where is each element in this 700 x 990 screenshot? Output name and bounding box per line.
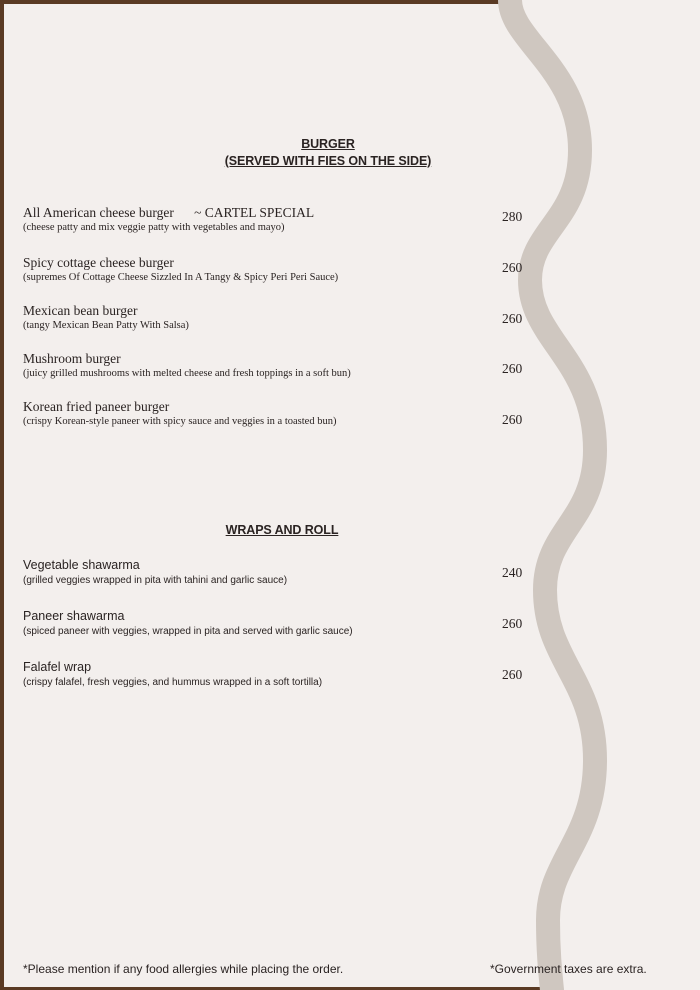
menu-item xyxy=(23,302,493,333)
item-name-line xyxy=(23,204,493,221)
tax-note: *Government taxes are extra. xyxy=(490,962,647,976)
allergy-note: *Please mention if any food allergies while placing the order. xyxy=(23,962,344,976)
item-description: (grilled veggies wrapped in pita with tahini and garlic sauce) xyxy=(23,575,288,586)
item-price: 260 xyxy=(502,311,523,326)
item-description: (supremes Of Cottage Cheese Sizzled In A Tangy & Spicy Peri Peri Sauce) xyxy=(23,272,339,283)
item-price: 260 xyxy=(502,412,523,427)
item-description: (juicy grilled mushrooms with melted cheese and fresh toppings in a soft bun) xyxy=(23,368,351,379)
burger-title-line2: (SERVED WITH FIES ON THE SIDE) xyxy=(224,154,432,168)
item-description: (crispy falafel, fresh veggies, and hummus wrapped in a soft tortilla) xyxy=(23,677,323,688)
item-description: (spiced paneer with veggies, wrapped in pita and served with garlic sauce) xyxy=(23,626,353,637)
item-price: 260 xyxy=(502,361,523,376)
item-name: Vegetable shawarma xyxy=(23,558,140,572)
item-tag: ~ CARTEL SPECIAL xyxy=(194,205,315,220)
menu-item xyxy=(23,254,493,285)
item-name: Spicy cottage cheese burger xyxy=(23,255,174,270)
burger-section-title xyxy=(0,136,656,170)
item-description: (crispy Korean-style paneer with spicy sauce and veggies in a toasted bun) xyxy=(23,416,337,427)
item-price: 260 xyxy=(502,260,523,275)
item-name: Mexican bean burger xyxy=(23,303,138,318)
wraps-title: WRAPS AND ROLL xyxy=(225,523,339,537)
item-name: Falafel wrap xyxy=(23,660,92,674)
item-description: (cheese patty and mix veggie patty with vegetables and mayo) xyxy=(23,222,285,233)
item-price: 240 xyxy=(502,565,523,580)
wraps-section-title xyxy=(0,522,652,539)
item-price: 280 xyxy=(502,209,523,224)
item-name: Paneer shawarma xyxy=(23,609,125,623)
menu-item xyxy=(23,350,493,381)
item-description: (tangy Mexican Bean Patty With Salsa) xyxy=(23,320,189,331)
item-name: Korean fried paneer burger xyxy=(23,399,170,414)
menu-item xyxy=(23,398,493,429)
item-name: All American cheese burger xyxy=(23,205,174,220)
menu-item xyxy=(23,557,493,588)
item-price: 260 xyxy=(502,616,523,631)
menu-item xyxy=(23,204,493,235)
item-price: 260 xyxy=(502,667,523,682)
menu-item xyxy=(23,608,493,639)
burger-title-line1: BURGER xyxy=(301,137,355,151)
menu-item xyxy=(23,659,493,690)
item-name: Mushroom burger xyxy=(23,351,121,366)
